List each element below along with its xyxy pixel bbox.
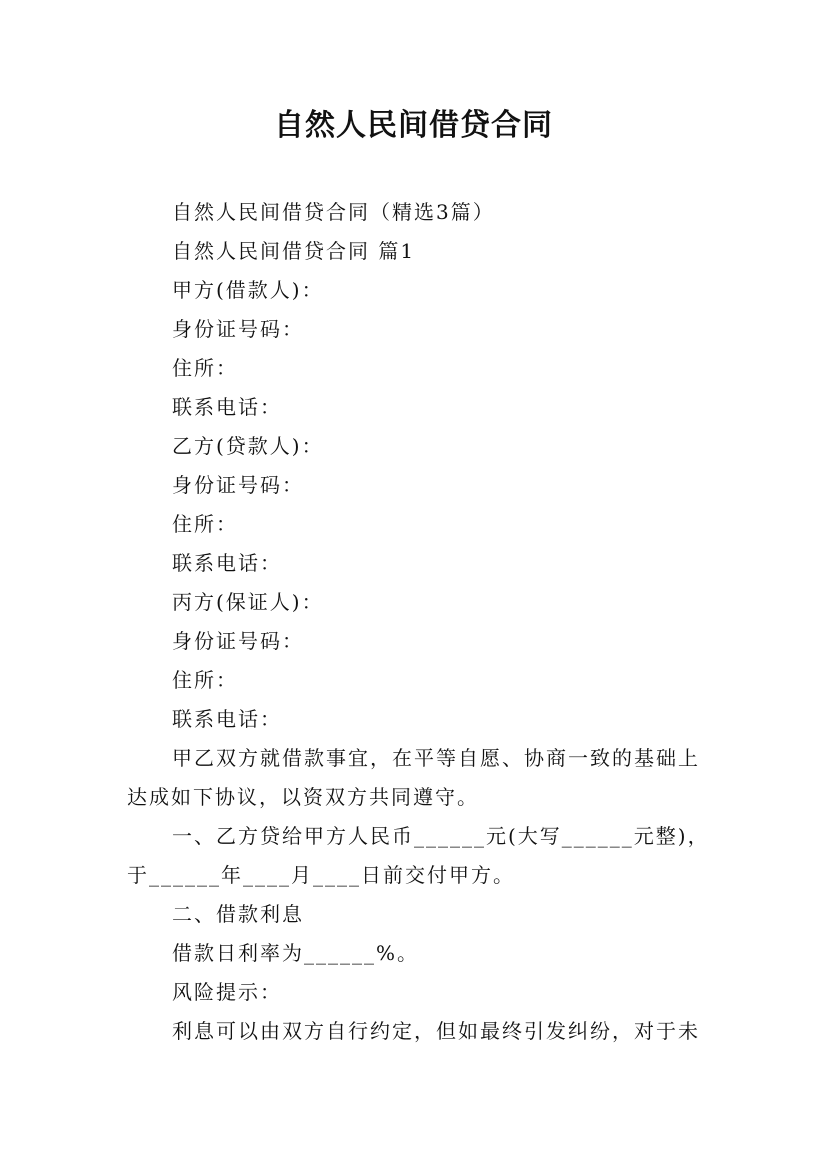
paragraph-line: 甲乙双方就借款事宜，在平等自愿、协商一致的基础上 xyxy=(172,746,700,770)
section-heading: 自然人民间借贷合同 篇1 xyxy=(172,239,416,263)
clause-heading: 二、借款利息 xyxy=(172,902,304,926)
party-a-id-label: 身份证号码： xyxy=(172,317,304,341)
party-b-phone-label: 联系电话： xyxy=(172,551,282,575)
party-b-id-label: 身份证号码： xyxy=(172,473,304,497)
party-a-phone-label: 联系电话： xyxy=(172,395,282,419)
risk-notice-text: 利息可以由双方自行约定，但如最终引发纠纷，对于未 xyxy=(172,1019,700,1043)
party-a-label: 甲方(借款人)： xyxy=(172,278,324,302)
party-a-address-label: 住所： xyxy=(172,356,238,380)
party-c-id-label: 身份证号码： xyxy=(172,629,304,653)
party-b-label: 乙方(贷款人)： xyxy=(172,434,324,458)
party-b-address-label: 住所： xyxy=(172,512,238,536)
document-title: 自然人民间借贷合同 xyxy=(274,108,553,143)
paragraph-line: 达成如下协议，以资双方共同遵守。 xyxy=(127,785,479,809)
document-subtitle: 自然人民间借贷合同（精选3篇） xyxy=(172,200,495,224)
party-c-label: 丙方(保证人)： xyxy=(172,590,324,614)
risk-notice-label: 风险提示： xyxy=(172,980,282,1004)
clause-line: 一、乙方贷给甲方人民币______元(大写______元整)， xyxy=(172,824,710,848)
party-c-phone-label: 联系电话： xyxy=(172,707,282,731)
clause-line: 于______年____月____日前交付甲方。 xyxy=(127,863,515,887)
clause-line: 借款日利率为______%。 xyxy=(172,941,420,965)
party-c-address-label: 住所： xyxy=(172,668,238,692)
